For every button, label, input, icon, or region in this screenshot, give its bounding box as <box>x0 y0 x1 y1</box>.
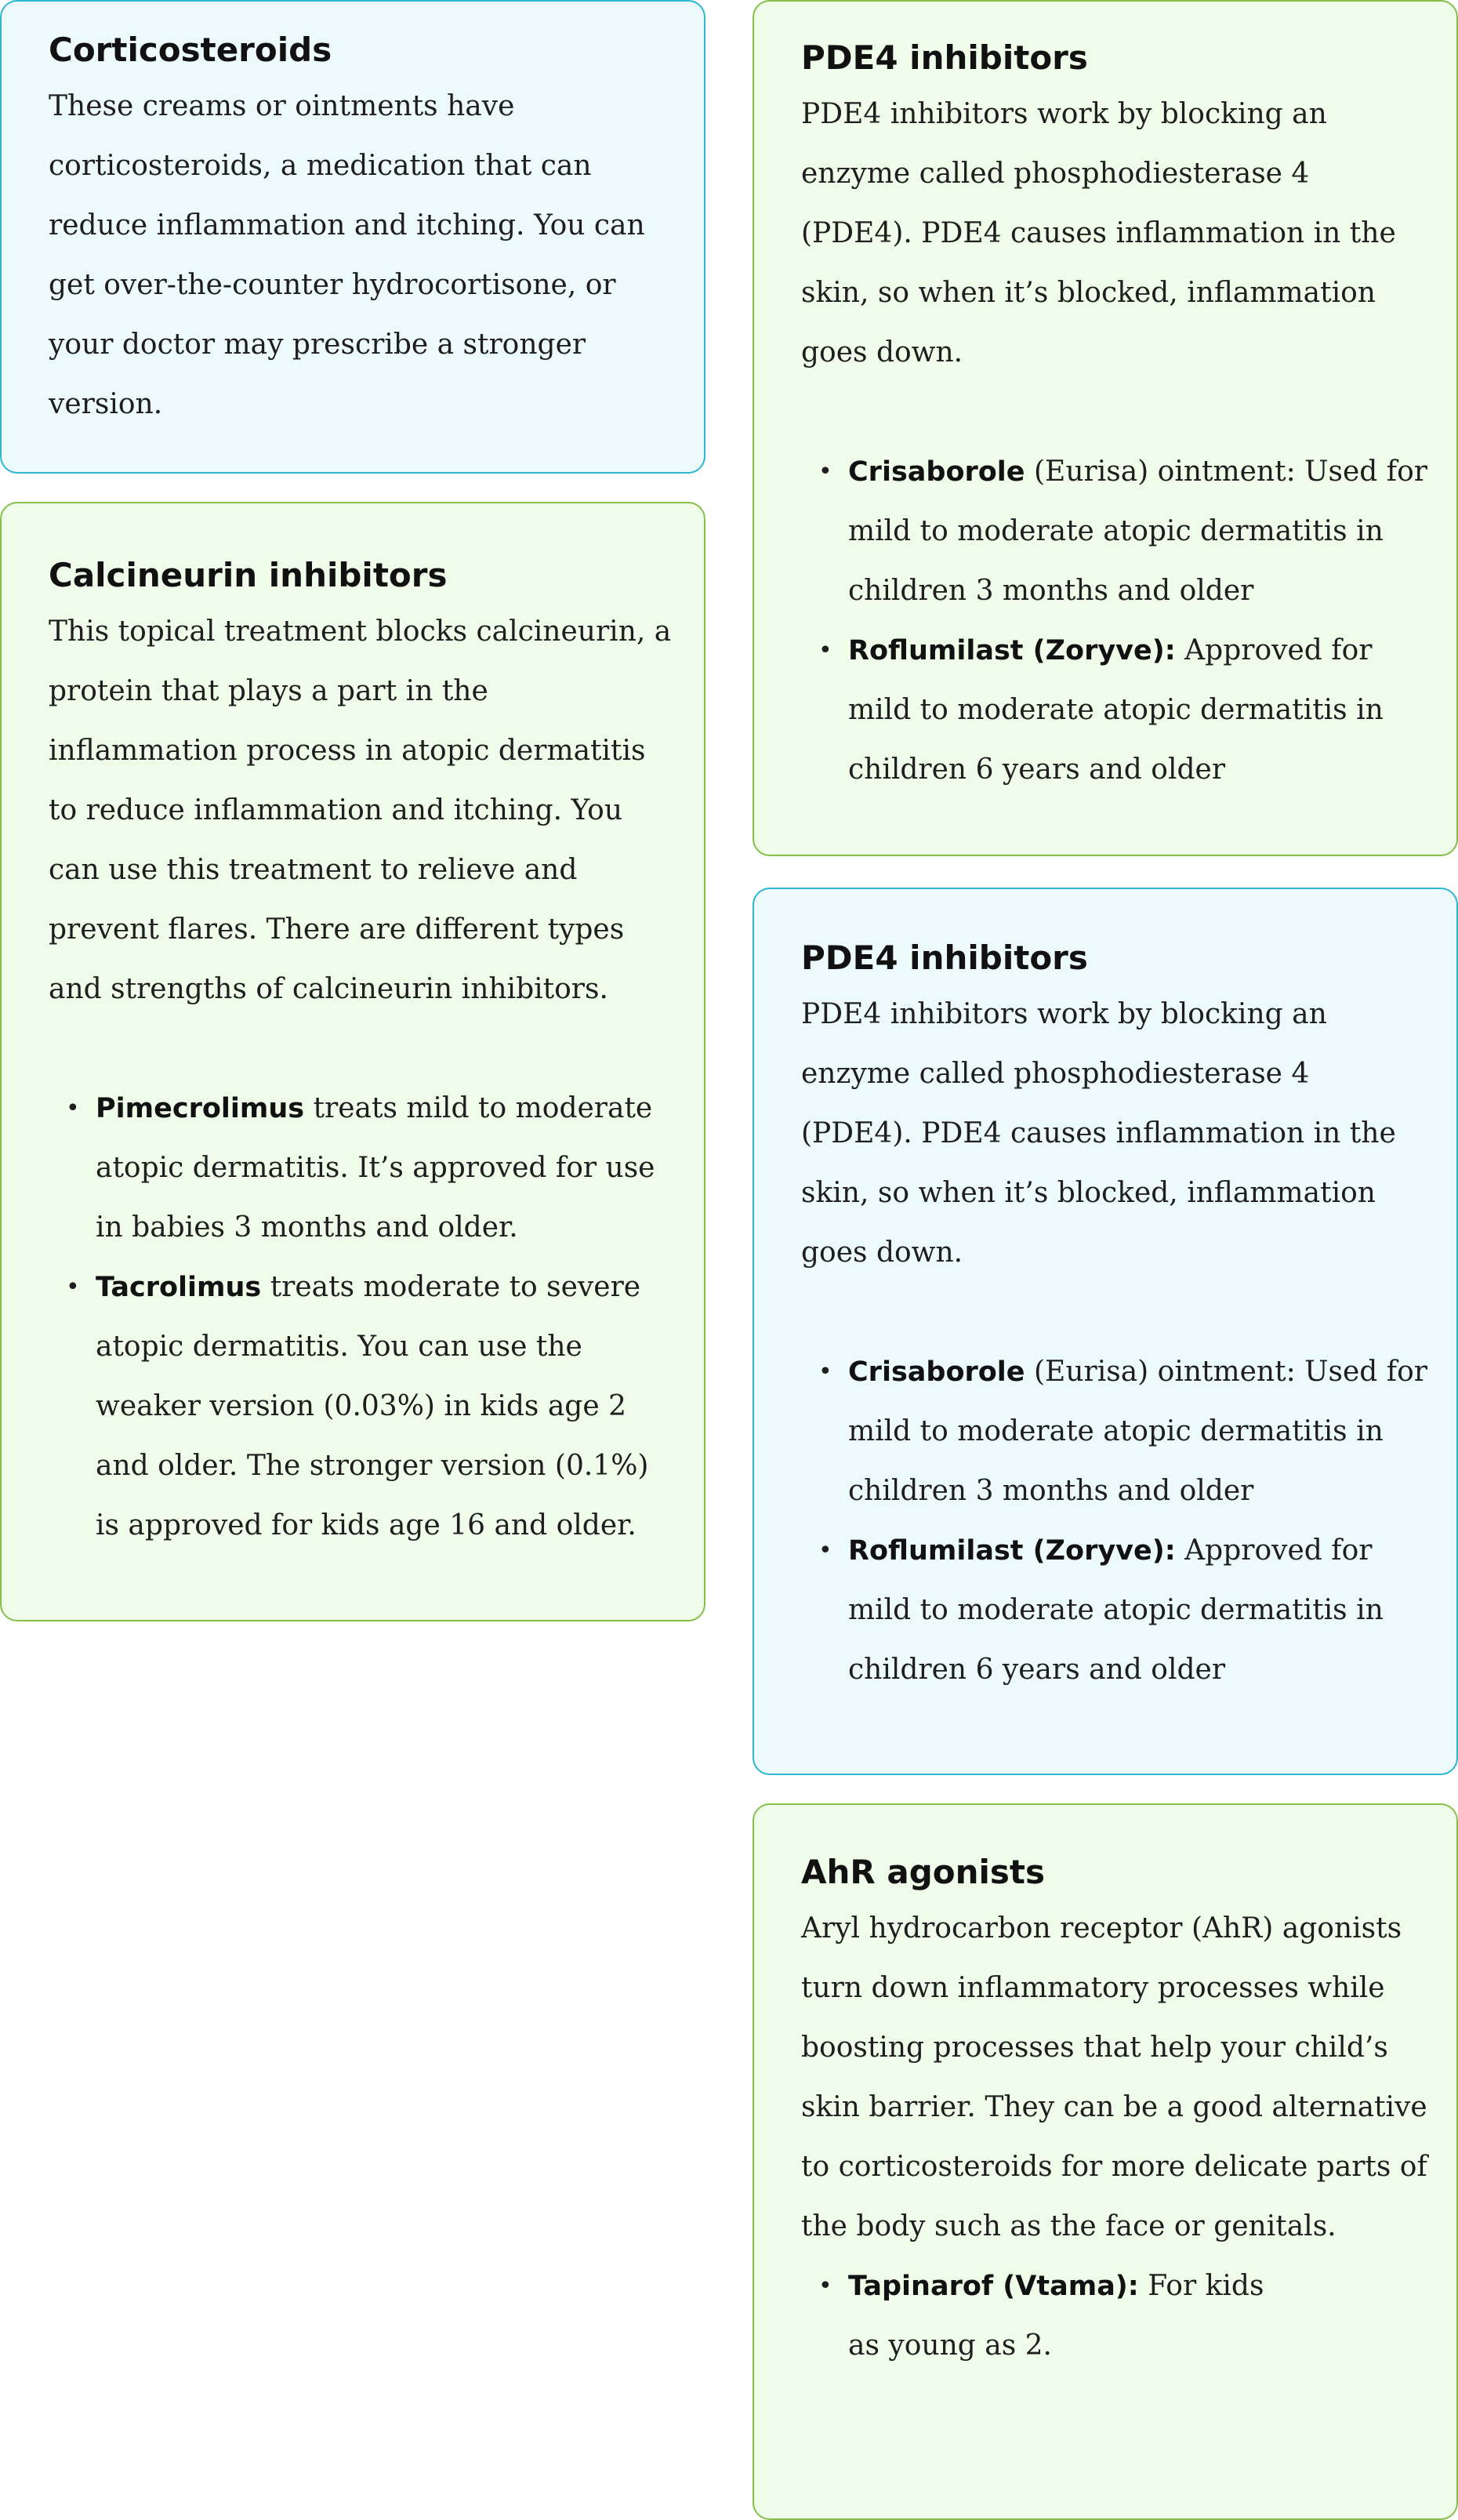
list-item <box>801 1342 1428 1521</box>
bullet-icon: • <box>818 2272 832 2300</box>
bullet-icon: • <box>66 1095 80 1122</box>
pde4-body: PDE4 inhibitors work by blocking an enzyme called phosphodiesterase 4 (PDE4). PDE4 causes inflammation in the skin, so when it’s blocked, inflammation goes down. <box>801 998 1396 1269</box>
calcineurin-body: This topical treatment blocks calcineurin, a protein that plays a part in the inflammation process in atopic dermatitis to reduce inflammation and itching. You can use this treatment to relieve and prevent flares. There are different types and strengths of calcineurin inhibitors. <box>49 615 672 1005</box>
drug-name: Pimecrolimus <box>96 1093 305 1124</box>
list-item <box>801 621 1428 800</box>
pde4-title: PDE4 inhibitors <box>801 939 1088 977</box>
pde4-card-blue <box>753 888 1458 1775</box>
spacer <box>801 383 1428 442</box>
spacer <box>801 1283 1428 1342</box>
list-item <box>49 1079 676 1258</box>
pde4-card-green <box>753 0 1458 856</box>
drug-description: treats moderate to severe atopic dermatitis. You can use the weaker version (0.03%) in kids age 2 and older. The stronger version (0.1%) is approved for kids age 16 and older. <box>96 1271 649 1541</box>
bullet-icon: • <box>66 1273 80 1301</box>
list-item <box>801 1521 1428 1700</box>
drug-name: Tapinarof (Vtama): <box>848 2271 1139 2302</box>
drug-description: Approved for mild to moderate atopic dermatitis in children 6 years and older <box>848 1534 1384 1686</box>
pde4-list <box>801 442 1428 800</box>
drug-description: treats mild to moderate atopic dermatitis. It’s approved for use in babies 3 months and older. <box>96 1092 655 1244</box>
bullet-icon: • <box>818 1358 832 1385</box>
drug-name: Tacrolimus <box>96 1272 262 1303</box>
list-item <box>801 2257 1428 2376</box>
list-item <box>801 442 1428 621</box>
drug-name: Crisaborole <box>848 1356 1025 1388</box>
spacer <box>49 1019 676 1079</box>
drug-description: For kids as young as 2. <box>848 2270 1264 2362</box>
drug-description: (Eurisa) ointment: Used for mild to moderate atopic dermatitis in children 3 months and older <box>848 456 1427 607</box>
drug-name: Roflumilast (Zoryve): <box>848 1535 1176 1567</box>
pde4-body: PDE4 inhibitors work by blocking an enzyme called phosphodiesterase 4 (PDE4). PDE4 causes inflammation in the skin, so when it’s blocked, inflammation goes down. <box>801 98 1396 369</box>
drug-name: Crisaborole <box>848 456 1025 488</box>
bullet-icon: • <box>818 1537 832 1564</box>
pde4-title: PDE4 inhibitors <box>801 38 1088 77</box>
bullet-icon: • <box>818 637 832 664</box>
drug-description: (Eurisa) ointment: Used for mild to moderate atopic dermatitis in children 3 months and older <box>848 1356 1427 1507</box>
ahr-body: Aryl hydrocarbon receptor (AhR) agonists turn down inflammatory processes while boosting processes that help your child’s skin barrier. They can be a good alternative to corticosteroids for more delicate parts of the body such as the face or genitals. <box>801 1912 1427 2242</box>
pde4-list <box>801 1342 1428 1700</box>
corticosteroids-card <box>0 0 705 474</box>
drug-name: Roflumilast (Zoryve): <box>848 635 1176 666</box>
ahr-card <box>753 1803 1458 2520</box>
calcineurin-card <box>0 502 705 1621</box>
drug-description: Approved for mild to moderate atopic dermatitis in children 6 years and older <box>848 634 1384 786</box>
ahr-title: AhR agonists <box>801 1853 1046 1891</box>
ahr-list <box>801 2257 1428 2376</box>
corticosteroids-title: Corticosteroids <box>49 31 332 69</box>
corticosteroids-body: These creams or ointments have corticosteroids, a medication that can reduce inflammation and itching. You can get over-the-counter hydrocortisone, or your doctor may prescribe a stronger version. <box>49 90 645 420</box>
bullet-icon: • <box>818 458 832 485</box>
calcineurin-title: Calcineurin inhibitors <box>49 556 448 594</box>
list-item <box>49 1258 676 1556</box>
calcineurin-list <box>49 1079 676 1556</box>
